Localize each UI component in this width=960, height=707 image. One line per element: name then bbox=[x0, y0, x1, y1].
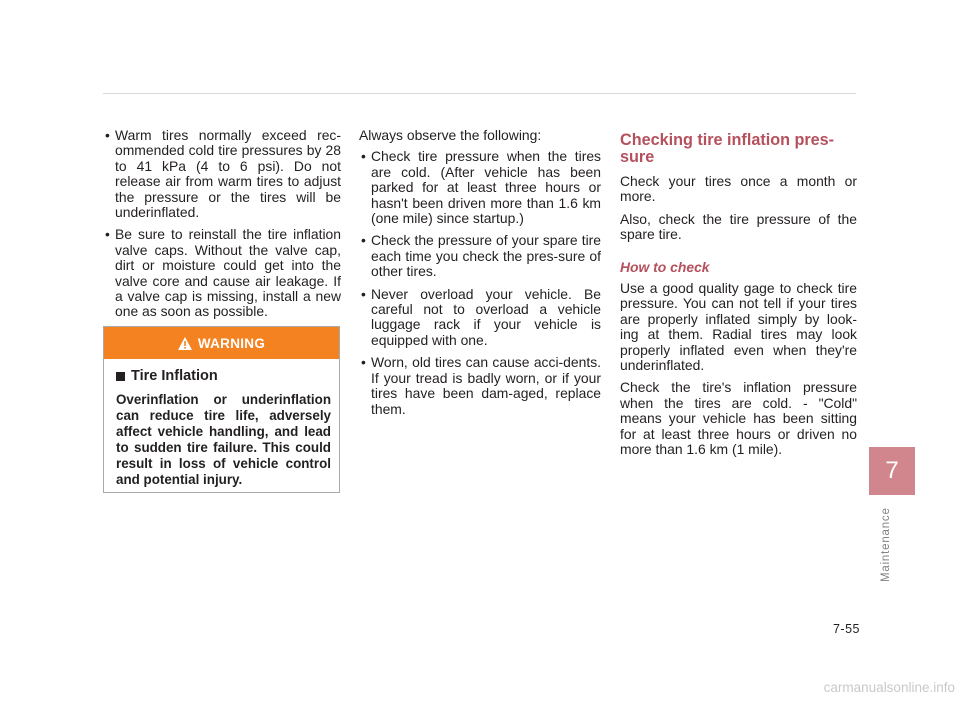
list-item: • Worn, old tires can cause acci-dents. If your tread is badly worn, or if your tires have been dam-aged, replace them. bbox=[359, 355, 601, 417]
watermark: carmanualsonline.info bbox=[823, 680, 955, 695]
observe-list bbox=[359, 149, 601, 417]
subsection-title: How to check bbox=[620, 258, 710, 275]
chapter-label: Maintenance bbox=[880, 507, 892, 582]
page-number: 7-55 bbox=[832, 622, 860, 636]
list-item: • Check the pressure of your spare tire each time you check the pres-sure of other tires. bbox=[359, 233, 601, 279]
chapter-tab: 7 bbox=[869, 447, 915, 495]
warning-label: WARNING bbox=[197, 335, 266, 351]
warning-title: Tire Inflation bbox=[116, 368, 331, 384]
paragraph: Check your tires once a month or more. bbox=[620, 173, 857, 205]
column-2 bbox=[359, 128, 601, 424]
tire-notes-list bbox=[103, 128, 341, 320]
lead-text: Always observe the following: bbox=[359, 127, 542, 143]
paragraph: Use a good quality gage to check tire pressure. You can not tell if your tires are properly inflated simply by look-ing at them. Radial tires may look properly inflated even when they're underinflated. bbox=[620, 280, 857, 374]
warning-header bbox=[104, 327, 339, 359]
warning-body bbox=[104, 359, 339, 488]
column-3 bbox=[620, 128, 857, 465]
paragraph: Check the tire's inflation pressure when the tires are cold. - "Cold" means your vehicle has been sitting for at least three hours or driven no more than 1.6 km (1 mile). bbox=[620, 379, 857, 458]
header-rule bbox=[103, 93, 856, 94]
warning-box bbox=[103, 326, 340, 493]
square-bullet-icon bbox=[116, 372, 125, 381]
list-item: • Check tire pressure when the tires are cold. (After vehicle has been parked for at least three hours or hasn't been driven more than 1.6 km (one mile) since startup.) bbox=[359, 149, 601, 226]
list-item: • Never overload your vehicle. Be careful not to overload a vehicle luggage rack if your vehicle is equipped with one. bbox=[359, 287, 601, 349]
list-item: • Warm tires normally exceed rec-ommended cold tire pressures by 28 to 41 kPa (4 to 6 psi). Do not release air from warm tires to adjust the pressure or the tires will be underinflated. bbox=[103, 128, 341, 220]
warning-text: Overinflation or underinflation can reduce tire life, adversely affect vehicle handling, and lead to sudden tire failure. This could result in loss of vehicle control and potential injury. bbox=[116, 392, 331, 487]
warning-triangle-icon bbox=[178, 337, 192, 350]
list-item: • Be sure to reinstall the tire inflation valve caps. Without the valve cap, dirt or moisture could get into the valve core and cause air leakage. If a valve cap is missing, install a new one as soon as possible. bbox=[103, 227, 341, 319]
paragraph: Also, check the tire pressure of the spare tire. bbox=[620, 210, 857, 243]
section-title: Checking tire inflation pres-sure bbox=[620, 131, 835, 166]
column-1 bbox=[103, 128, 341, 327]
